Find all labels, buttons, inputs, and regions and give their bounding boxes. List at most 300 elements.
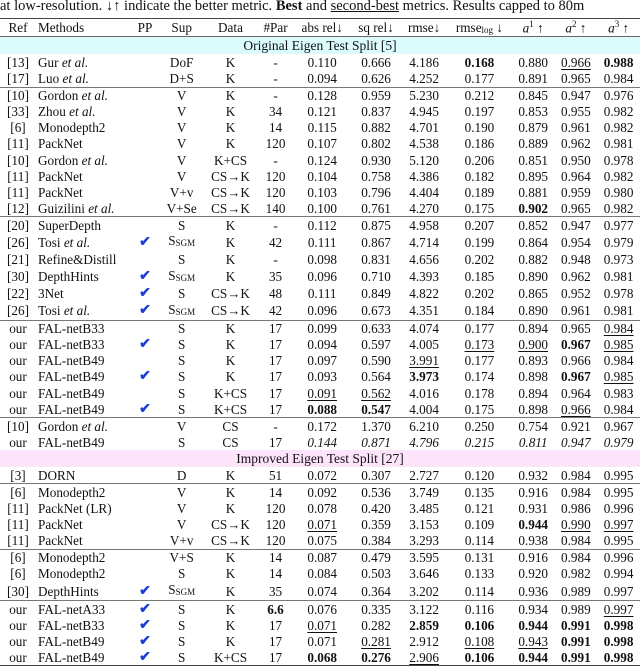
supervision-subscript: SGM: [175, 587, 196, 598]
metric-cell: 0.307: [361, 467, 391, 483]
method-cell: Zhou et al.: [38, 104, 96, 120]
metric-cell: 0.916: [512, 484, 555, 501]
table-row: [0, 434, 640, 450]
metric-cell: 4.004: [409, 401, 439, 417]
params-cell: 35: [268, 269, 283, 285]
table-row: [0, 467, 640, 484]
metric-cell: 3.595: [401, 549, 447, 566]
metric-cell: 0.961: [561, 120, 591, 136]
et-al: et al.: [78, 152, 108, 168]
method-cell: FAL-netB49: [38, 369, 105, 385]
metric-cell: 0.984: [561, 467, 591, 483]
params-cell: 140: [265, 200, 286, 216]
metric-cell: 0.995: [603, 467, 634, 483]
post-processing-cell: [130, 649, 160, 666]
metric-cell: 0.983: [603, 385, 634, 401]
header-row: [0, 19, 640, 37]
post-processing-cell: [130, 401, 160, 418]
metric-cell: 0.982: [603, 200, 634, 216]
method-cell: Gordon et al.: [36, 87, 130, 104]
post-processing-cell: [130, 286, 160, 302]
metric-cell: 0.864: [518, 234, 548, 250]
ref-cell: [26]: [7, 234, 29, 250]
metric-cell: 0.110: [307, 54, 337, 70]
metric-cell: 4.822: [409, 286, 439, 302]
et-al: et al.: [59, 71, 89, 87]
metric-cell: 0.112: [293, 217, 351, 234]
data-cell: CS: [222, 434, 239, 450]
params-cell: 17: [258, 649, 294, 666]
table-row: [0, 302, 640, 321]
metric-cell: 0.916: [512, 549, 555, 566]
post-processing-cell: [130, 549, 160, 566]
metric-cell: 5.120: [409, 152, 439, 168]
metric-cell: 0.104: [307, 168, 338, 184]
ref-cell: our: [9, 369, 27, 385]
metric-cell: 0.831: [361, 251, 391, 267]
metric-cell: 0.131: [447, 549, 512, 566]
metric-cell: 0.998: [603, 617, 634, 633]
metric-cell: 0.964: [561, 168, 591, 184]
metric-cell: 0.943: [518, 633, 548, 649]
et-al: et al.: [60, 303, 91, 319]
ref-cell: our: [9, 401, 27, 417]
data-cell: K: [225, 501, 236, 517]
supervision-cell: S: [177, 566, 186, 582]
metric-cell: 0.364: [361, 583, 391, 599]
post-processing-cell: [130, 434, 160, 450]
data-cell: CS→K: [211, 184, 250, 200]
supervision-cell: S: [177, 286, 186, 302]
metric-cell: 0.880: [518, 54, 548, 70]
supervision-cell: V: [176, 152, 187, 168]
checkmark-icon: ✔: [139, 337, 151, 353]
post-processing-cell: [130, 517, 160, 533]
metric-cell: 4.538: [409, 136, 439, 152]
metric-cell: 0.107: [307, 136, 338, 152]
metric-cell: 0.982: [603, 104, 634, 120]
metric-cell: 0.997: [603, 583, 634, 599]
metric-cell: 0.754: [512, 418, 555, 435]
data-cell: K: [225, 234, 236, 250]
metric-cell: 0.959: [561, 184, 591, 200]
metric-cell: 0.947: [555, 217, 598, 234]
metric-cell: 2.859: [409, 617, 439, 633]
post-processing-cell: [130, 533, 160, 550]
post-processing-cell: [130, 484, 160, 501]
data-cell: CS→K: [211, 200, 250, 216]
metric-cell: 0.133: [464, 566, 495, 582]
metric-cell: 0.973: [603, 251, 634, 267]
header-rmse-log: rmse$_{log}$ ↓: [447, 19, 512, 37]
method-cell: FAL-netB49: [38, 385, 105, 401]
post-processing-cell: [130, 251, 160, 267]
metric-cell: 0.335: [351, 601, 401, 618]
ref-cell: [11]: [7, 136, 29, 152]
metric-cell: 4.016: [409, 385, 439, 401]
table-row: [0, 566, 640, 582]
metric-cell: 0.998: [603, 633, 634, 649]
header-a2: $a^2$ ↑: [555, 19, 598, 37]
method-cell: Monodepth2: [36, 484, 130, 501]
metric-cell: 0.097: [307, 353, 338, 369]
metric-cell: 0.175: [464, 200, 495, 216]
caption-suffix: metrics. Results capped to 80m: [399, 0, 585, 14]
metric-cell: 0.944: [518, 617, 548, 633]
metric-cell: 0.479: [351, 549, 401, 566]
metric-cell: 0.947: [561, 434, 591, 450]
metric-cell: 0.902: [518, 200, 548, 216]
metric-cell: 0.889: [518, 136, 548, 152]
metric-cell: 0.115: [307, 120, 337, 136]
ref-cell: [11]: [7, 184, 29, 200]
metric-cell: 0.984: [597, 320, 640, 337]
metric-cell: 3.293: [409, 533, 439, 549]
metric-cell: 0.276: [351, 649, 401, 666]
checkmark-icon: ✔: [139, 369, 151, 385]
metric-cell: 0.116: [447, 601, 512, 618]
params-cell: 17: [268, 434, 283, 450]
supervision-cell: S: [160, 320, 203, 337]
method-cell: DepthHints: [38, 269, 99, 285]
post-processing-cell: [130, 136, 160, 152]
supervision-cell: DoF: [169, 54, 194, 70]
params-cell: 17: [268, 385, 283, 401]
metric-cell: 0.199: [464, 234, 495, 250]
table-row: [0, 200, 640, 217]
supervision-cell: S: [177, 251, 186, 267]
params-cell: 17: [268, 337, 283, 353]
ref-cell: [6]: [0, 549, 36, 566]
ref-cell: [17]: [7, 71, 29, 87]
metric-cell: 0.982: [603, 168, 634, 184]
supervision-cell: $S_{SGM}$: [168, 582, 196, 598]
metric-cell: 0.977: [597, 217, 640, 234]
table-row: [0, 484, 640, 501]
method-cell: DORN: [38, 467, 76, 483]
et-al: et al.: [78, 88, 108, 104]
metric-cell: 0.114: [464, 583, 495, 599]
method-cell: Gordon et al.: [38, 152, 108, 168]
metric-cell: 0.186: [464, 136, 495, 152]
metric-cell: 0.853: [518, 104, 548, 120]
ref-cell: [13]: [7, 54, 29, 70]
table-row: [0, 582, 640, 601]
metric-cell: 3.991: [409, 353, 439, 369]
metric-cell: 6.210: [401, 418, 447, 435]
section-header-row: [0, 450, 640, 467]
metric-cell: 4.386: [409, 168, 439, 184]
metric-cell: 0.121: [307, 104, 338, 120]
params-cell: -: [273, 152, 278, 168]
supervision-cell: S: [160, 217, 203, 234]
metric-cell: 3.485: [409, 501, 439, 517]
metric-cell: 0.947: [555, 87, 598, 104]
post-processing-cell: [130, 233, 160, 251]
metric-cell: 0.177: [447, 320, 512, 337]
metric-cell: 0.985: [603, 337, 634, 353]
data-cell: K: [225, 120, 236, 136]
metric-cell: 4.005: [409, 337, 439, 353]
method-cell: Monodepth2: [38, 120, 106, 136]
metric-cell: 0.871: [361, 434, 391, 450]
supervision-cell: $S_{SGM}$: [168, 301, 196, 317]
metric-cell: 0.099: [293, 320, 351, 337]
post-processing-cell: [130, 104, 160, 120]
metric-cell: 0.898: [518, 369, 548, 385]
metric-cell: 0.900: [518, 337, 548, 353]
params-cell: -: [258, 87, 294, 104]
params-cell: 17: [268, 369, 283, 385]
params-cell: 34: [268, 104, 283, 120]
header-sup: Sup: [160, 19, 203, 37]
table-row: [0, 601, 640, 618]
metric-cell: 0.094: [307, 337, 338, 353]
et-al: et al.: [65, 104, 96, 120]
table-row: [0, 268, 640, 286]
metric-cell: 0.934: [512, 601, 555, 618]
data-cell: CS: [203, 418, 257, 435]
metric-cell: 4.945: [409, 104, 439, 120]
metric-cell: 0.991: [561, 633, 591, 649]
metric-cell: 0.758: [361, 168, 391, 184]
metric-cell: 0.893: [518, 353, 548, 369]
metric-cell: 3.202: [409, 583, 439, 599]
post-processing-cell: [130, 633, 160, 649]
checkmark-icon: ✔: [139, 234, 151, 250]
metric-cell: 0.966: [561, 401, 591, 417]
data-cell: K+CS: [213, 152, 248, 168]
table-row: [0, 168, 640, 184]
params-cell: 14: [268, 120, 283, 136]
metric-cell: 0.952: [561, 286, 591, 302]
caption-prefix: at low-resolution. ↓↑ indicate the better metric.: [0, 0, 276, 14]
metric-cell: 0.962: [561, 136, 591, 152]
post-processing-cell: [130, 582, 160, 601]
supervision-cell: V: [176, 517, 187, 533]
supervision-cell: S: [177, 401, 186, 417]
supervision-cell: V: [160, 484, 203, 501]
metric-cell: 0.938: [518, 533, 548, 549]
metric-cell: 0.106: [447, 649, 512, 666]
metric-cell: 0.991: [561, 617, 591, 633]
data-cell: K: [225, 337, 236, 353]
ref-cell: [6]: [10, 566, 26, 582]
data-cell: K: [225, 251, 236, 267]
params-cell: 35: [268, 583, 283, 599]
table-row: [0, 70, 640, 87]
data-cell: K: [225, 353, 236, 369]
metric-cell: 0.967: [597, 418, 640, 435]
table-row: [0, 251, 640, 267]
table-row: [0, 87, 640, 104]
method-cell: SuperDepth: [36, 217, 130, 234]
metric-cell: 0.966: [561, 54, 591, 70]
params-cell: 14: [258, 549, 294, 566]
supervision-cell: V+S: [160, 549, 203, 566]
ref-cell: our: [0, 649, 36, 666]
data-cell: CS→K: [211, 168, 250, 184]
method-cell: FAL-netB33: [36, 320, 130, 337]
checkmark-icon: ✔: [139, 601, 151, 617]
metric-cell: 0.796: [361, 184, 391, 200]
metric-cell: 0.633: [351, 320, 401, 337]
method-cell: PackNet: [38, 533, 83, 549]
metric-cell: 0.212: [447, 87, 512, 104]
metric-cell: 0.982: [561, 566, 591, 582]
params-cell: 51: [268, 467, 283, 483]
ref-cell: [33]: [7, 104, 29, 120]
table-row: [0, 152, 640, 168]
metric-cell: 0.185: [464, 269, 495, 285]
table-row: [0, 217, 640, 234]
metric-cell: 0.931: [518, 501, 548, 517]
ref-cell: our: [9, 434, 27, 450]
method-cell: FAL-netB49: [38, 633, 105, 649]
method-cell: FAL-netB49: [38, 434, 105, 450]
checkmark-icon: ✔: [139, 269, 151, 285]
metric-cell: 0.984: [603, 353, 634, 369]
data-cell: CS→K: [211, 533, 250, 549]
ref-cell: our: [0, 601, 36, 618]
metric-cell: 0.168: [464, 54, 495, 70]
params-cell: 14: [258, 484, 294, 501]
table-row: [0, 401, 640, 418]
metric-cell: 0.215: [464, 434, 495, 450]
metric-cell: 0.989: [555, 601, 598, 618]
metric-cell: 0.071: [307, 517, 338, 533]
metric-cell: 0.891: [518, 71, 548, 87]
ref-cell: [11]: [7, 533, 29, 549]
metric-cell: 0.898: [518, 401, 548, 417]
ref-cell: [30]: [7, 269, 29, 285]
supervision-cell: V: [176, 104, 187, 120]
data-cell: K: [225, 617, 236, 633]
metric-cell: 2.906: [401, 649, 447, 666]
ref-cell: our: [9, 385, 27, 401]
table-row: [0, 533, 640, 550]
metric-cell: 0.965: [561, 71, 591, 87]
metric-cell: 0.991: [555, 649, 598, 666]
metric-cell: 0.962: [561, 269, 591, 285]
metric-cell: 0.997: [603, 517, 634, 533]
ref-cell: [10]: [0, 418, 36, 435]
table-row: [0, 633, 640, 649]
metric-cell: 0.072: [307, 467, 338, 483]
metric-cell: 3.153: [409, 517, 439, 533]
table-row: [0, 120, 640, 136]
post-processing-cell: [130, 268, 160, 286]
post-processing-cell: [130, 467, 160, 484]
metric-cell: 0.995: [603, 533, 634, 549]
metric-cell: 0.202: [464, 251, 495, 267]
params-cell: 120: [265, 184, 286, 200]
supervision-cell: V+v: [169, 184, 194, 200]
metric-cell: 0.250: [447, 418, 512, 435]
params-cell: 42: [268, 234, 283, 250]
table-row: [0, 233, 640, 251]
params-cell: -: [258, 418, 294, 435]
metric-cell: 0.851: [518, 152, 548, 168]
metric-cell: 0.995: [597, 484, 640, 501]
checkmark-icon: ✔: [139, 286, 151, 302]
metric-cell: 4.252: [409, 71, 439, 87]
metric-cell: 0.990: [561, 517, 591, 533]
ref-cell: our: [9, 633, 27, 649]
data-cell: K: [203, 320, 257, 337]
table-row: [0, 353, 640, 369]
metric-cell: 0.811: [518, 434, 548, 450]
metric-cell: 0.075: [307, 533, 338, 549]
supervision-cell: V: [176, 168, 187, 184]
metric-cell: 0.503: [361, 566, 391, 582]
data-cell: K: [225, 104, 236, 120]
data-cell: K: [203, 484, 257, 501]
data-cell: CS→K: [211, 303, 250, 319]
supervision-cell: S: [160, 649, 203, 666]
ref-cell: [11]: [7, 168, 29, 184]
metric-cell: 0.111: [307, 286, 337, 302]
post-processing-cell: [130, 566, 160, 582]
data-cell: K: [225, 583, 236, 599]
params-cell: 120: [265, 533, 286, 549]
data-cell: K: [225, 369, 236, 385]
post-processing-cell: [130, 184, 160, 200]
params-cell: 120: [265, 517, 286, 533]
method-cell: Gordon et al.: [36, 418, 130, 435]
metric-cell: 0.178: [464, 385, 495, 401]
metric-cell: 0.955: [561, 104, 591, 120]
ref-cell: [10]: [0, 87, 36, 104]
metric-cell: 0.282: [361, 617, 391, 633]
et-al: et al.: [84, 200, 115, 216]
metric-cell: 0.882: [518, 251, 548, 267]
metric-cell: 4.958: [401, 217, 447, 234]
data-cell: K: [203, 217, 257, 234]
metric-cell: 3.973: [409, 369, 439, 385]
supervision-cell: D+S: [169, 71, 194, 87]
metric-cell: 5.230: [401, 87, 447, 104]
supervision-subscript: SGM: [175, 238, 196, 249]
metric-cell: 0.177: [464, 353, 495, 369]
metric-cell: 0.121: [464, 501, 495, 517]
metric-cell: 0.109: [464, 517, 495, 533]
method-cell: FAL-netB33: [38, 337, 105, 353]
post-processing-cell: [130, 385, 160, 401]
metric-cell: 0.845: [512, 87, 555, 104]
metric-cell: 0.980: [603, 184, 634, 200]
metric-cell: 0.088: [307, 401, 338, 417]
post-processing-cell: [130, 152, 160, 168]
metric-cell: 0.984: [603, 71, 634, 87]
method-cell: Tosi et al.: [38, 303, 91, 319]
metric-cell: 0.981: [603, 303, 634, 319]
method-cell: Luo et al.: [38, 71, 89, 87]
supervision-cell: S: [177, 434, 186, 450]
ref-cell: [11]: [7, 517, 29, 533]
metric-cell: 0.948: [561, 251, 591, 267]
metric-cell: 0.981: [603, 136, 634, 152]
metric-cell: 4.796: [409, 434, 439, 450]
header-methods: Methods: [36, 19, 130, 37]
ref-cell: our: [0, 320, 36, 337]
metric-cell: 0.930: [361, 152, 391, 168]
metric-cell: 0.988: [603, 54, 634, 70]
checkmark-icon: ✔: [139, 633, 151, 649]
supervision-cell: V: [176, 120, 187, 136]
ref-cell: [6]: [10, 120, 26, 136]
post-processing-cell: [130, 302, 160, 321]
